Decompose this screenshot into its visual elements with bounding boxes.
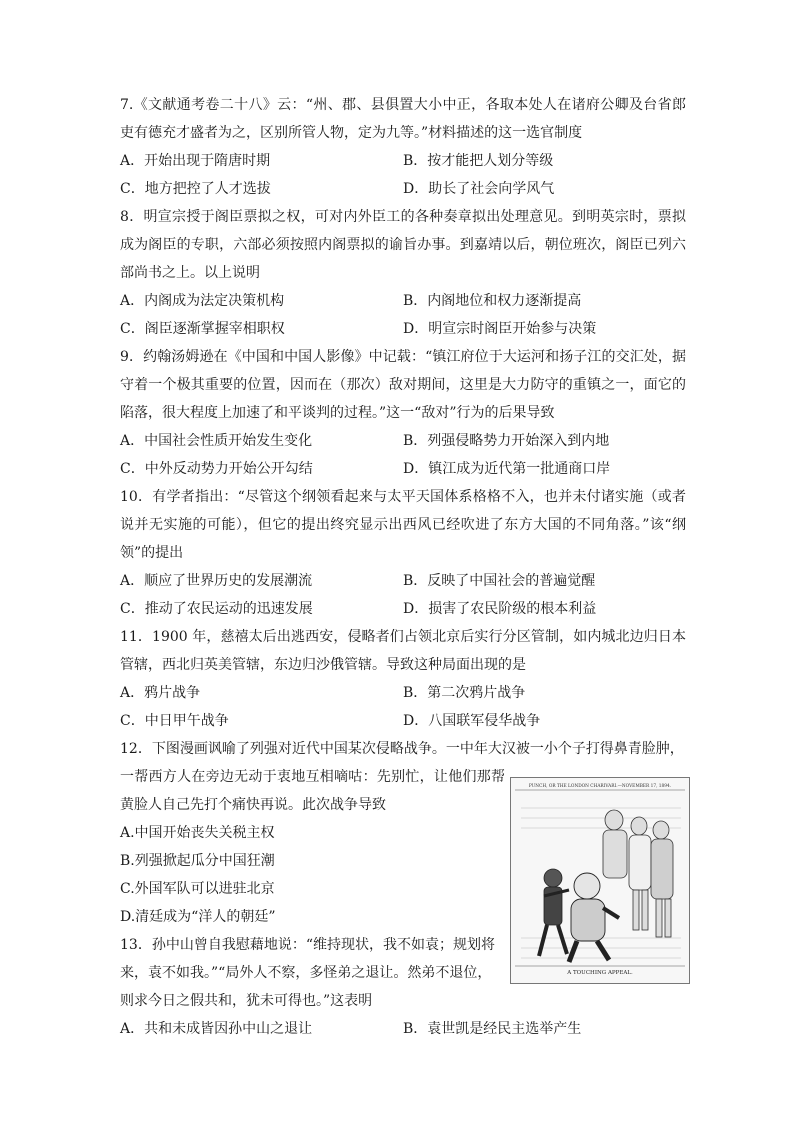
cartoon-header: PUNCH, OR THE LONDON CHARIVARI.—NOVEMBER 17, 1894.: [528, 784, 672, 789]
option-a[interactable]: A．中国社会性质开始发生变化: [120, 433, 313, 449]
option-grid: [120, 679, 686, 735]
question-stem: 12．下图漫画讽喻了列强对近代中国某次侵略战争。一中年大汉被一小个子打得鼻青脸肿，: [120, 741, 684, 757]
question-stem: 7.《文献通考卷二十八》云：“州、郡、县俱置大小中正，各取本处人在诸府公卿及台省郎吏有德充才盛者为之，区别所管人物，定为九等。”材料描述的这一选官制度: [120, 97, 686, 141]
option-a[interactable]: A．共和未成皆因孙中山之退让: [120, 1021, 313, 1037]
option-c[interactable]: C．中外反动势力开始公开勾结: [120, 461, 313, 477]
option-b[interactable]: B．列强侵略势力开始深入到内地: [403, 433, 610, 449]
question-list: [120, 91, 686, 1043]
question-stem-rest: 一帮西方人在旁边无动于衷地互相嘀咕：先别忙，让他们那帮黄脸人自己先打个痛快再说。此次战争导致: [120, 769, 505, 813]
option-a[interactable]: A．内阁成为法定决策机构: [120, 293, 285, 309]
option-d[interactable]: D．助长了社会向学风气: [403, 181, 555, 197]
option-grid: [120, 567, 686, 623]
option-b[interactable]: B．按才能把人划分等级: [403, 153, 554, 169]
option-grid: [120, 1015, 686, 1043]
option-b[interactable]: B．内阁地位和权力逐渐提高: [403, 293, 582, 309]
option-b[interactable]: B．第二次鸦片战争: [403, 685, 526, 701]
option-c[interactable]: C．中日甲午战争: [120, 713, 229, 729]
option-a[interactable]: A.中国开始丧失关税主权: [120, 825, 275, 841]
option-b[interactable]: B．反映了中国社会的普遍觉醒: [403, 573, 596, 589]
option-a[interactable]: A．鸦片战争: [120, 685, 201, 701]
cartoon-illustration: [511, 778, 689, 983]
option-d[interactable]: D．镇江成为近代第一批通商口岸: [403, 461, 611, 477]
question-9: [120, 343, 686, 483]
cartoon-caption: A TOUCHING APPEAL.: [567, 970, 633, 976]
question-7: [120, 91, 686, 203]
question-10: [120, 483, 686, 623]
option-grid: [120, 287, 686, 343]
option-a[interactable]: A．开始出现于隋唐时期: [120, 153, 271, 169]
punch-cartoon-image: [510, 777, 690, 984]
question-stem-continued: [120, 763, 505, 931]
question-11: [120, 623, 686, 735]
option-c[interactable]: C．地方把控了人才选拔: [120, 181, 271, 197]
option-c[interactable]: C.外国军队可以进驻北京: [120, 881, 275, 897]
option-a[interactable]: A．顺应了世界历史的发展潮流: [120, 573, 313, 589]
question-stem: 9．约翰汤姆逊在《中国和中国人影像》中记载：“镇江府位于大运河和扬子江的交汇处，据守着一个极其重要的位置，因而在（那次）敌对期间，这里是大力防守的重镇之一，面它的陷落，很大程度上加速了和平谈判的过程。”这一“敌对”行为的后果导致: [120, 349, 686, 421]
option-grid: [120, 427, 686, 483]
question-stem: 13．孙中山曾自我慰藉地说：“维持现状，我不如袁；规划将来，袁不如我。”“局外人不察，多怪弟之退让。然弟不退位，则求今日之假共和，犹未可得也。”这表明: [120, 937, 495, 1009]
question-stem: 11．1900 年，慈禧太后出逃西安，侵略者们占领北京后实行分区管制，如内城北边归日本管辖，西北归英美管辖，东边归沙俄管辖。导致这种局面出现的是: [120, 629, 686, 673]
option-d[interactable]: D．八国联军侵华战争: [403, 713, 541, 729]
option-c[interactable]: C．推动了农民运动的迅速发展: [120, 601, 313, 617]
option-b[interactable]: B.列强掀起瓜分中国狂潮: [120, 853, 275, 869]
question-stem: 10．有学者指出：“尽管这个纲领看起来与太平天国体系格格不入，也并未付诸实施（或者说并无实施的可能），但它的提出终究显示出西风已经吹进了东方大国的不同角落。”该“纲领”的提出: [120, 489, 686, 561]
question-8: [120, 203, 686, 343]
option-grid: [120, 147, 686, 203]
option-c[interactable]: C．阁臣逐渐掌握宰相职权: [120, 321, 285, 337]
question-stem: 8．明宣宗授于阁臣票拟之权，可对内外臣工的各种奏章拟出处理意见。到明英宗时，票拟成为阁臣的专职，六部必须按照内阁票拟的谕旨办事。到嘉靖以后，朝位班次，阁臣已列六部尚书之上。以上说明: [120, 209, 686, 281]
option-d[interactable]: D.清廷成为“洋人的朝廷”: [120, 909, 276, 925]
option-d[interactable]: D．损害了农民阶级的根本利益: [403, 601, 597, 617]
option-d[interactable]: D．明宣宗时阁臣开始参与决策: [403, 321, 597, 337]
option-b[interactable]: B．袁世凯是经民主选举产生: [403, 1021, 582, 1037]
